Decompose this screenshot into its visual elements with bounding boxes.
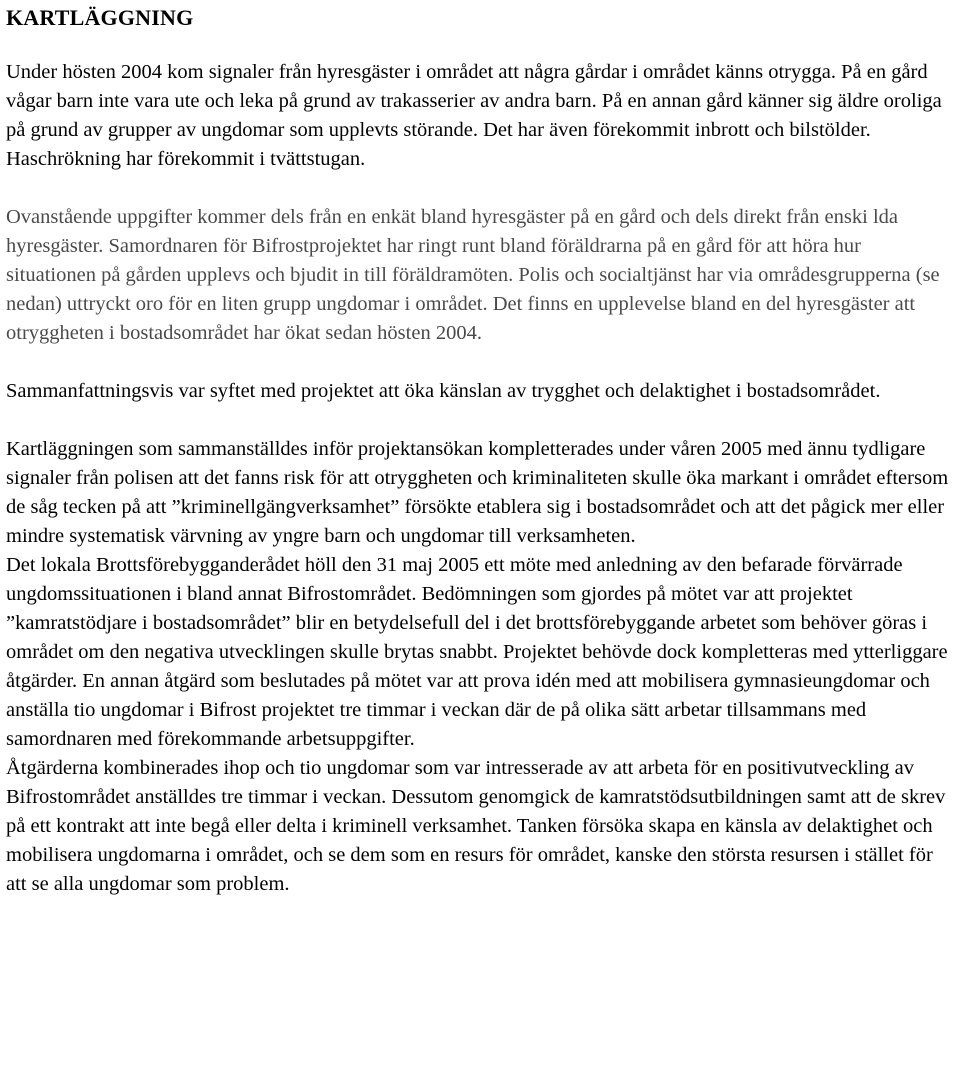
paragraph-sources: Ovanstående uppgifter kommer dels från en enkät bland hyresgäster på en gård och dels direkt från enski lda hyresgäster. Samordnaren för Bifrostprojektet har ringt runt bland föräldrarna på en gård för att höra hur situationen på gården upplevs och bjudit in till föräldramöten. Polis och socialtjänst har via områdesgrupperna (se nedan) uttryckt oro för en liten grupp ungdomar i området. Det finns en upplevelse bland en del hyresgäster att otryggheten i bostadsområdet har ökat sedan hösten 2004.	[6, 206, 940, 344]
paragraph-signals: Under hösten 2004 kom signaler från hyresgäster i området att några gårdar i området känns otrygga. På en gård vågar barn inte vara ute och leka på grund av trakasserier av andra barn. På en annan gård känner sig äldre oroliga på grund av grupper av ungdomar som upplevts störande. Det har även förekommit inbrott och bilstölder. Haschrökning har förekommit i tvättstugan.	[6, 61, 942, 170]
paragraph-mapping: Kartläggningen som sammanställdes inför projektansökan kompletterades under våren 2005 med ännu tydligare signaler från polisen att det fanns risk för att otryggheten och kriminaliteten skulle öka markant i området eftersom de såg tecken på att ”kriminellgängverksamhet” försökte etablera sig i bostadsområdet och att det pågick mer eller mindre systematisk värvning av yngre barn och ungdomar till verksamheten.	[6, 438, 949, 547]
paragraph-council: Det lokala Brottsförebygganderådet höll den 31 maj 2005 ett möte med anledning av den befarade förvärrade ungdomssituationen i bland annat Bifrostområdet. Bedömningen som gjordes på mötet var att projektet ”kamratstödjare i bostadsområdet” blir en betydelsefull del i det brottsförebyggande arbetet som behöver göras i området om den negativa utvecklingen skulle brytas snabbt. Projektet behövde dock kompletteras med ytterliggare åtgärder. En annan åtgärd som beslutades på mötet var att prova idén med att mobilisera gymnasieungdomar och anställa tio ungdomar i Bifrost projektet tre timmar i veckan där de på olika sätt arbetar tillsammans med samordnaren med förekommande arbetsuppgifter.	[6, 554, 948, 750]
document-page	[6, 0, 956, 899]
paragraph-measures: Åtgärderna kombinerades ihop och tio ungdomar som var intresserade av att arbeta för en positivutveckling av Bifrostområdet anställdes tre timmar i veckan. Dessutom genomgick de kamratstödsutbildningen samt att de skrev på ett kontrakt att inte begå eller delta i kriminell verksamhet. Tanken försöka skapa en känsla av delaktighet och mobilisera ungdomarna i området, och se dem som en resurs för området, kanske den största resursen i stället för att se alla ungdomar som problem.	[6, 757, 946, 895]
paragraph-summary: Sammanfattningsvis var syftet med projektet att öka känslan av trygghet och delaktighet i bostadsområdet.	[6, 380, 881, 402]
section-heading: KARTLÄGGNING	[6, 5, 194, 30]
